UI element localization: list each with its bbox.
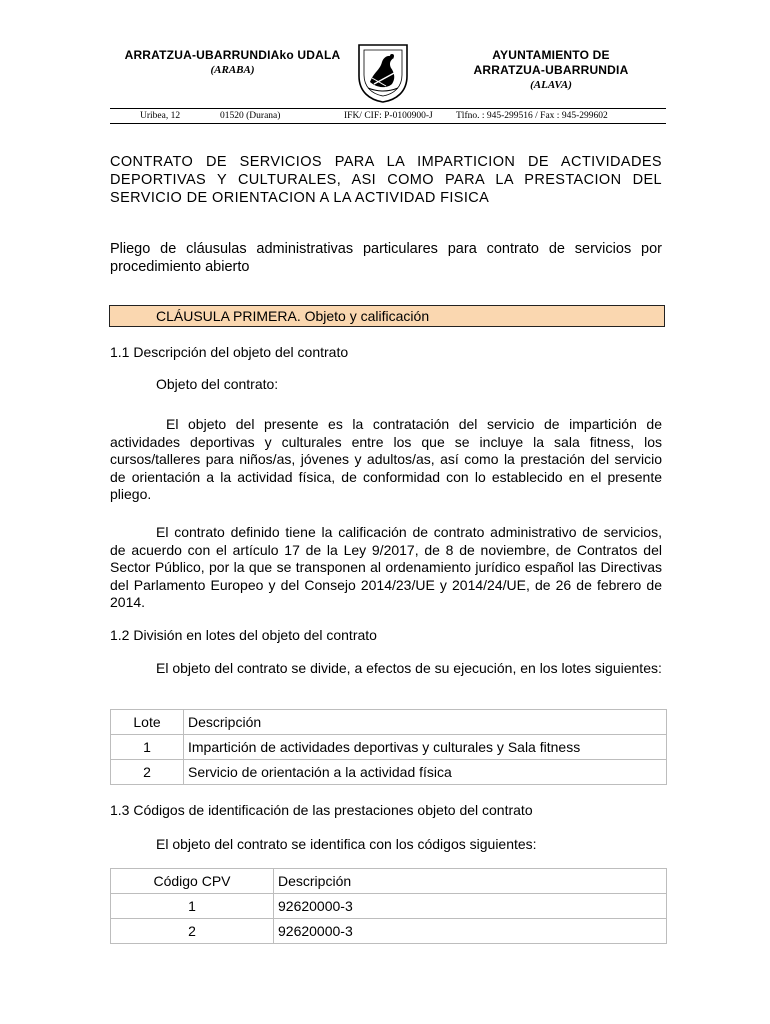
table-cell: 92620000-3 [274, 894, 667, 919]
section-heading-1-2: 1.2 División en lotes del objeto del contrato [110, 627, 377, 643]
header-right [438, 48, 664, 92]
table-row [111, 919, 667, 944]
province-basque: (ARABA) [210, 64, 255, 76]
table-row [111, 760, 667, 785]
document-subtitle: Pliego de cláusulas administrativas particulares para contrato de servicios por procedimiento abierto [110, 241, 662, 275]
table-row [111, 735, 667, 760]
table-header-cell: Descripción [184, 710, 667, 735]
table-cell: 92620000-3 [274, 919, 667, 944]
table-header-row [111, 710, 667, 735]
table-cell: 1 [111, 735, 184, 760]
paragraph-objeto: El objeto del presente es la contratación del servicio de impartición de actividades deportivas y culturales entre los que se incluye la sala fitness, los cursos/talleres para niños/as, jóvenes y adultos/as, así como la prestación del servicio de orientación a la actividad física, de conformidad con lo establecido en el presente pliego. [110, 416, 662, 502]
cpv-table [110, 868, 667, 944]
table-cell: Servicio de orientación a la actividad física [184, 760, 667, 785]
table-cell: Impartición de actividades deportivas y culturales y Sala fitness [184, 735, 667, 760]
table-header-cell: Descripción [274, 869, 667, 894]
table-cell: 2 [111, 760, 184, 785]
address-top-rule [110, 108, 666, 109]
municipality-name-spanish: ARRATZUA-UBARRUNDIA [473, 63, 629, 77]
lots-table [110, 709, 667, 785]
address-bottom-rule [110, 123, 666, 124]
clause-heading-box [109, 305, 665, 327]
section-heading-1-1: 1.1 Descripción del objeto del contrato [110, 344, 349, 360]
section-heading-1-3: 1.3 Códigos de identificación de las prestaciones objeto del contrato [110, 802, 533, 818]
municipality-name-basque: ARRATZUA-UBARRUNDIAko UDALA [124, 48, 341, 62]
header-left [110, 48, 355, 77]
province-spanish: (ALAVA) [530, 79, 572, 91]
table-header-row [111, 869, 667, 894]
table-cell: 1 [111, 894, 274, 919]
table-header-cell: Lote [111, 710, 184, 735]
table-header-cell: Código CPV [111, 869, 274, 894]
paragraph-codigos: El objeto del contrato se identifica con los códigos siguientes: [156, 836, 537, 852]
address-street: Uribea, 12 [140, 111, 181, 121]
address-postal: 01520 (Durana) [220, 111, 281, 121]
paragraph-calificacion: El contrato definido tiene la calificación de contrato administrativo de servicios, de acuerdo con el artículo 17 de la Ley 9/2017, de 8 de noviembre, de Contratos del Sector Público, por la que se transponen al ordenamiento jurídico español las Directivas del Parlamento Europeo y del Consejo 2014/23/UE y 2014/24/UE, de 26 de febrero de 2014. [110, 524, 662, 610]
document-title: CONTRATO DE SERVICIOS PARA LA IMPARTICION DE ACTIVIDADES DEPORTIVAS Y CULTURALES, ASI COMO PARA LA PRESTACION DEL SERVICIO DE ORIENTACION A LA ACTIVIDAD FISICA [110, 154, 662, 206]
objeto-label: Objeto del contrato: [156, 376, 279, 392]
address-cif: IFK/ CIF: P-0100900-J [344, 111, 433, 121]
municipality-title-spanish: AYUNTAMIENTO DE [492, 48, 610, 62]
table-cell: 2 [111, 919, 274, 944]
paragraph-lotes: El objeto del contrato se divide, a efectos de su ejecución, en los lotes siguientes: [156, 660, 662, 676]
table-row [111, 894, 667, 919]
address-phone: Tlfno. : 945-299516 / Fax : 945-299602 [456, 111, 608, 121]
coat-of-arms-icon [356, 42, 410, 104]
clause-heading: CLÁUSULA PRIMERA. Objeto y calificación [156, 308, 430, 324]
